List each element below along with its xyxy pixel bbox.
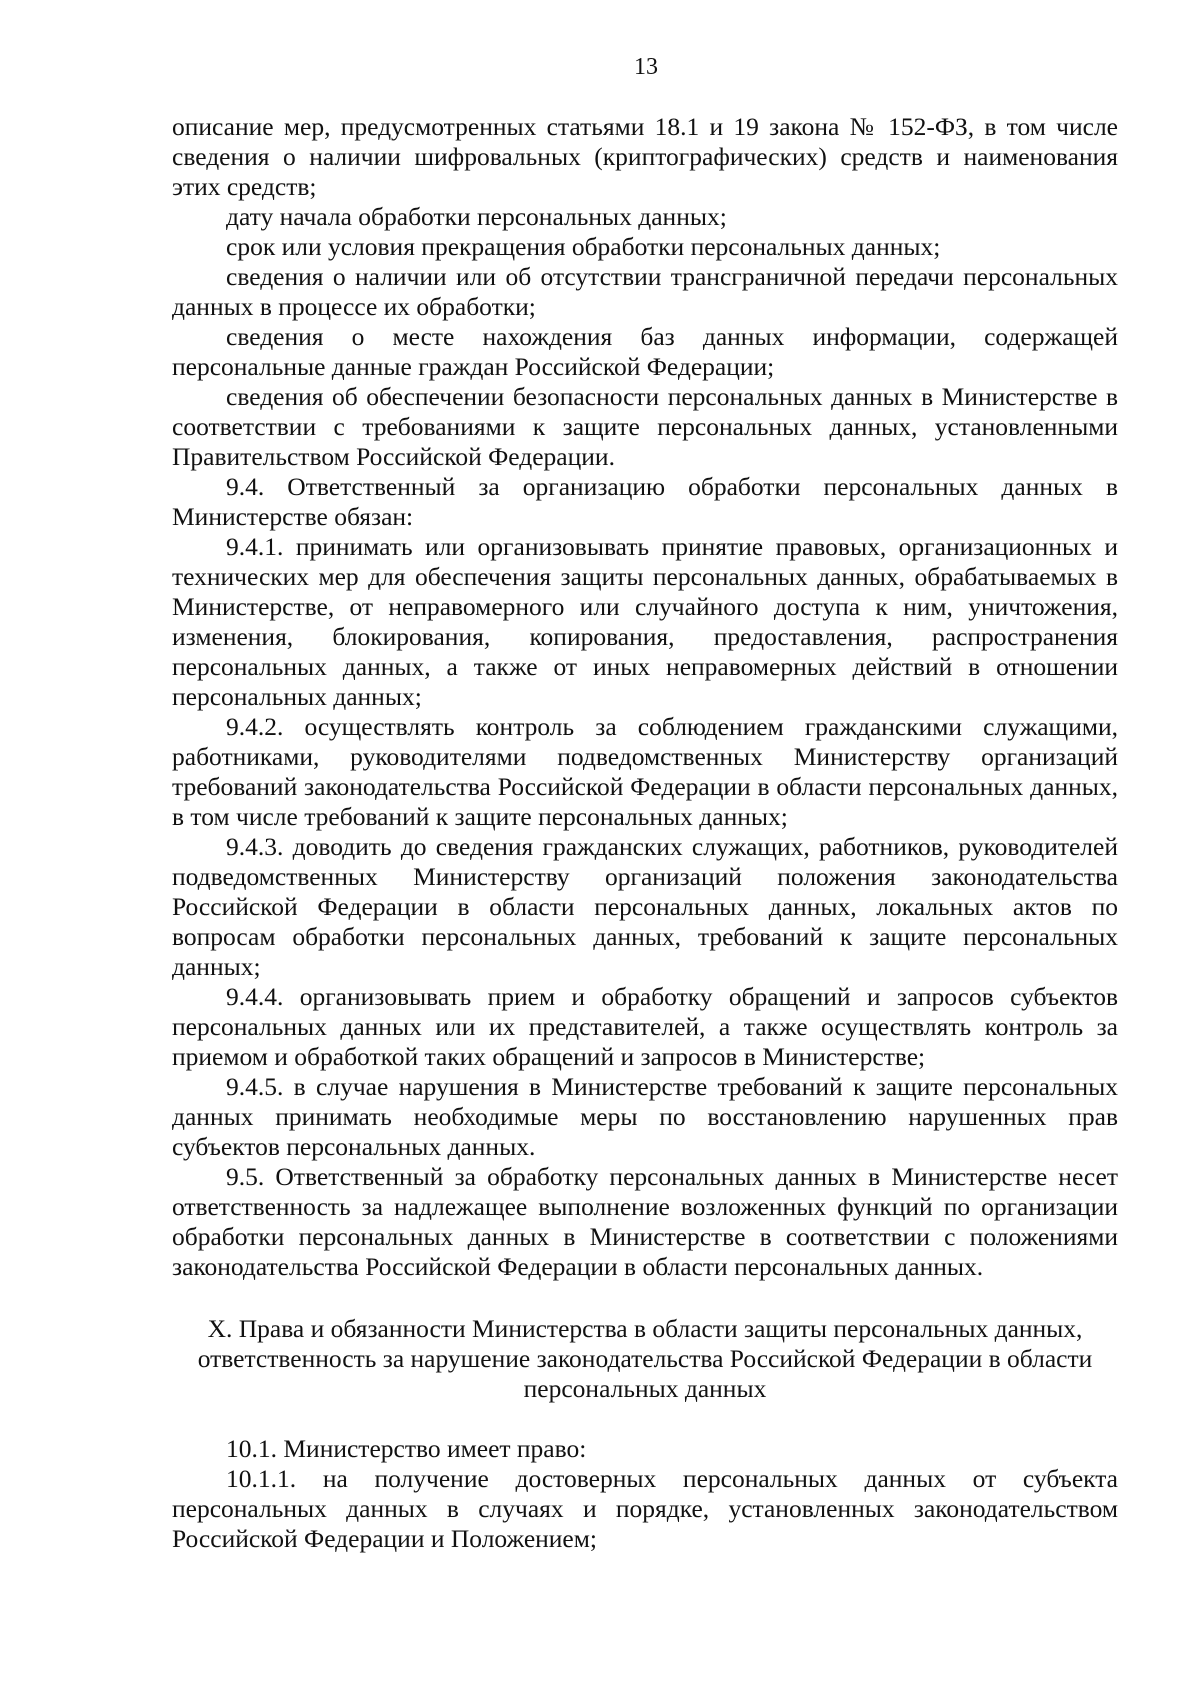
paragraph: описание мер, предусмотренных статьями 18.1 и 19 закона № 152-ФЗ, в том числе сведения о наличии шифровальных (криптографических) средств и наименования этих средств;: [172, 112, 1118, 201]
page-number: 13: [634, 54, 658, 80]
paragraph: 9.4.4. организовывать прием и обработку обращений и запросов субъектов персональных данных или их представителей, а также осуществлять контроль за приемом и обработкой таких обращений и запросов в Министерстве;: [172, 982, 1118, 1071]
paragraph: 9.4.2. осуществлять контроль за соблюдением гражданскими служащими, работниками, руководителями подведомственных Министерству организаций требований законодательства Российской Федерации в области персональных данных, в том числе требований к защите персональных данных;: [172, 712, 1118, 831]
section-body: [172, 1434, 1118, 1554]
paragraph: 9.4.3. доводить до сведения гражданских служащих, работников, руководителей подведомственных Министерству организаций положения законодательства Российской Федерации в области персональных данных, локальных актов по вопросам обработки персональных данных, требований к защите персональных данных;: [172, 832, 1118, 981]
section-heading-line: ответственность за нарушение законодательства Российской Федерации в области: [197, 1344, 1093, 1373]
paragraph: 10.1.1. на получение достоверных персональных данных от субъекта персональных данных в случаях и порядке, установленных законодательством Российской Федерации и Положением;: [172, 1464, 1118, 1553]
paragraph: сведения об обеспечении безопасности персональных данных в Министерстве в соответствии с требованиями к защите персональных данных, установленными Правительством Российской Федерации.: [172, 382, 1118, 471]
paragraph: 9.5. Ответственный за обработку персональных данных в Министерстве несет ответственность за надлежащее выполнение возложенных функций по организации обработки персональных данных в Министерстве в соответствии с положениями законодательства Российской Федерации в области персональных данных.: [172, 1162, 1118, 1281]
paragraph: 10.1. Министерство имеет право:: [226, 1434, 587, 1463]
paragraph: 9.4.5. в случае нарушения в Министерстве требований к защите персональных данных принимать необходимые меры по восстановлению нарушенных прав субъектов персональных данных.: [172, 1072, 1118, 1161]
paragraph: 9.4. Ответственный за организацию обработки персональных данных в Министерстве обязан:: [172, 472, 1118, 531]
section-heading: [172, 1314, 1118, 1404]
paragraph: сведения о наличии или об отсутствии трансграничной передачи персональных данных в процессе их обработки;: [172, 262, 1118, 321]
paragraph: сведения о месте нахождения баз данных информации, содержащей персональные данные граждан Российской Федерации;: [172, 322, 1118, 381]
paragraph: дату начала обработки персональных данных;: [226, 202, 727, 231]
paragraph: срок или условия прекращения обработки персональных данных;: [226, 232, 941, 261]
paragraph: 9.4.1. принимать или организовывать принятие правовых, организационных и технических мер для обеспечения защиты персональных данных, обрабатываемых в Министерстве, от неправомерного или случайного доступа к ним, уничтожения, изменения, блокирования, копирования, предоставления, распространения персональных данных, а также от иных неправомерных действий в отношении персональных данных;: [172, 532, 1118, 711]
section-heading-line: X. Права и обязанности Министерства в области защиты персональных данных,: [207, 1314, 1083, 1343]
section-heading-line: персональных данных: [523, 1374, 767, 1403]
document-body: [172, 112, 1118, 1282]
